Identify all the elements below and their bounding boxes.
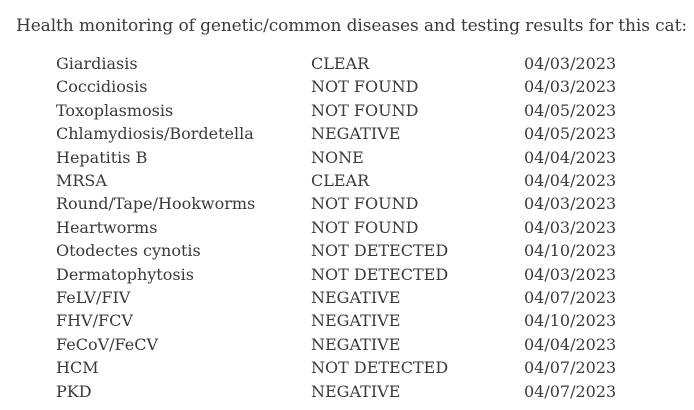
test-date: 04/03/2023 (524, 194, 617, 214)
test-date: 04/10/2023 (524, 311, 617, 331)
test-result: NEGATIVE (311, 334, 401, 354)
table-row (56, 75, 634, 98)
test-date: 04/03/2023 (524, 54, 617, 73)
test-result: NEGATIVE (311, 381, 401, 401)
test-result: NOT DETECTED (311, 264, 449, 284)
disease-name: MRSA (56, 171, 107, 191)
disease-name: Chlamydiosis/Bordetella (56, 124, 254, 144)
table-row (56, 309, 634, 332)
test-result: NEGATIVE (311, 311, 401, 331)
disease-name: PKD (56, 381, 92, 401)
test-result: NOT DETECTED (311, 358, 449, 378)
test-date: 04/03/2023 (524, 217, 617, 237)
disease-name: Round/Tape/Hookworms (56, 194, 256, 214)
disease-name: Coccidiosis (56, 77, 148, 97)
table-row (56, 380, 634, 403)
test-date: 04/04/2023 (524, 334, 617, 354)
disease-name: Giardiasis (56, 54, 138, 73)
test-date: 04/10/2023 (524, 241, 617, 261)
disease-name: FHV/FCV (56, 311, 133, 331)
test-date: 04/05/2023 (524, 124, 617, 144)
disease-name: FeCoV/FeCV (56, 334, 159, 354)
test-date: 04/07/2023 (524, 288, 617, 308)
disease-name: FeLV/FIV (56, 288, 131, 308)
test-date: 04/03/2023 (524, 264, 617, 284)
test-result: NOT FOUND (311, 194, 419, 214)
disease-name: Hepatitis B (56, 147, 148, 167)
test-result: NOT FOUND (311, 217, 419, 237)
test-date: 04/05/2023 (524, 100, 617, 120)
table-row (56, 122, 634, 145)
test-date: 04/04/2023 (524, 171, 617, 191)
test-date: 04/03/2023 (524, 77, 617, 97)
disease-name: HCM (56, 358, 99, 378)
table-row (56, 239, 634, 262)
table-row (56, 216, 634, 239)
test-result: NONE (311, 147, 364, 167)
test-result: CLEAR (311, 54, 370, 73)
test-result: NEGATIVE (311, 288, 401, 308)
page-heading: Health monitoring of genetic/common diseases and testing results for this cat: (16, 16, 687, 36)
test-results-table (56, 52, 634, 403)
test-date: 04/07/2023 (524, 358, 617, 378)
disease-name: Toxoplasmosis (56, 100, 174, 120)
table-row (56, 263, 634, 286)
disease-name: Otodectes cynotis (56, 241, 201, 261)
test-result: NOT FOUND (311, 100, 419, 120)
table-row (56, 356, 634, 379)
disease-name: Heartworms (56, 217, 158, 237)
test-result: NEGATIVE (311, 124, 401, 144)
table-row (56, 146, 634, 169)
table-row (56, 52, 634, 75)
test-result: NOT FOUND (311, 77, 419, 97)
test-result: CLEAR (311, 171, 370, 191)
test-date: 04/04/2023 (524, 147, 617, 167)
table-row (56, 99, 634, 122)
test-result: NOT DETECTED (311, 241, 449, 261)
table-row (56, 333, 634, 356)
table-row (56, 192, 634, 215)
test-date: 04/07/2023 (524, 381, 617, 401)
table-row (56, 169, 634, 192)
test-results-body (56, 52, 634, 403)
table-row (56, 286, 634, 309)
disease-name: Dermatophytosis (56, 264, 194, 284)
